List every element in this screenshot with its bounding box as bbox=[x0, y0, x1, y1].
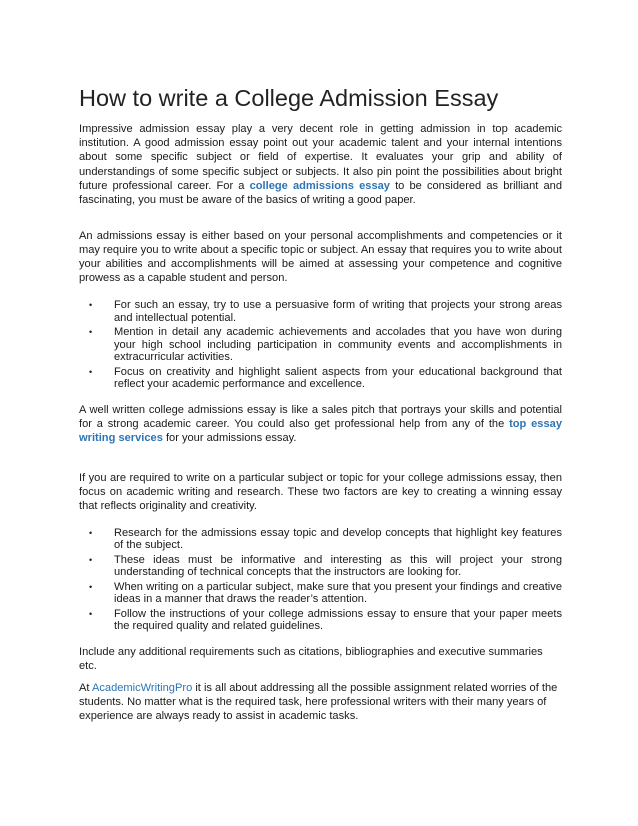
top-essay-writing-services-link[interactable]: top essay writing services bbox=[79, 417, 562, 444]
additional-requirements-paragraph: Include any additional requirements such as citations, bibliographies and executive summaries etc. bbox=[79, 645, 543, 672]
list-item: • For such an essay, try to use a persuasive form of writing that projects your strong areas and intellectual potential. bbox=[89, 299, 562, 324]
bullet-icon: • bbox=[89, 554, 93, 565]
list-item: • Follow the instructions of your college admissions essay to ensure that your paper meets the required quality and related guidelines. bbox=[89, 607, 562, 633]
list-item: • Research for the admissions essay topic and develop concepts that highlight key features of the subject. bbox=[89, 526, 562, 552]
intro-text-before: Impressive admission essay play a very decent role in getting admission in top academic institution. A good admission essay point out your academic talent and your internal intentions about some specific subject or field of expertise. It evaluates your grip and ability of understandings of some specific subject or subjects. It also pin point the possibilities about bright future professional career. For a bbox=[79, 123, 562, 192]
essay-tips-list bbox=[79, 299, 562, 391]
academic-writing-pro-link[interactable]: AcademicWritingPro bbox=[91, 681, 193, 694]
academic-writing-pro-paragraph: At AcademicWritingPro it is all about addressing all the possible assignment related worries of the students. No matter what is the required task, here professional writers with their many years of experience are always ready to assist in academic tasks. bbox=[79, 681, 558, 722]
bullet-icon: • bbox=[89, 366, 93, 377]
document-page bbox=[79, 84, 562, 723]
page-title: How to write a College Admission Essay bbox=[79, 85, 499, 111]
bullet-icon: • bbox=[89, 300, 93, 311]
list-item: • Mention in detail any academic achievements and accolades that you have won during your high school including participation in community events and accomplishments in extracurricular activities. bbox=[89, 326, 562, 364]
college-admissions-essay-link[interactable]: college admissions essay bbox=[249, 179, 390, 192]
list-item: • Focus on creativity and highlight salient aspects from your educational background that reflect your academic performance and excellence. bbox=[89, 365, 562, 391]
intro-text-after: to be considered as brilliant and fascinating, you must be aware of the basics of writing a good paper. bbox=[79, 179, 562, 207]
academic-writing-paragraph: If you are required to write on a particular subject or topic for your college admissions essay, then focus on academic writing and research. These two factors are key to creating a winning essay that reflects originality and creativity. bbox=[79, 471, 562, 512]
sales-pitch-paragraph: A well written college admissions essay is like a sales pitch that portrays your skills and potential for a strong academic career. You could also get professional help from any of the top essay writing services for your admissions essay. bbox=[79, 403, 562, 444]
admissions-essay-paragraph: An admissions essay is either based on your personal accomplishments and competencies or it may require you to write about a specific topic or subject. An essay that requires you to write about your abilities and accomplishments will be aimed at assessing your competence and cognitive prowess as a capable student and person. bbox=[79, 230, 562, 285]
bullet-icon: • bbox=[89, 527, 93, 538]
bullet-icon: • bbox=[89, 608, 93, 619]
bullet-icon: • bbox=[89, 327, 93, 338]
bullet-icon: • bbox=[89, 581, 93, 592]
list-item: • These ideas must be informative and interesting as this will project your strong understanding of technical concepts that the instructors are looking for. bbox=[89, 553, 562, 579]
list-item: • When writing on a particular subject, make sure that you present your findings and creative ideas in a manner that draws the reader’s attention. bbox=[89, 580, 562, 606]
intro-paragraph bbox=[79, 122, 562, 207]
research-tips-list bbox=[79, 527, 562, 633]
